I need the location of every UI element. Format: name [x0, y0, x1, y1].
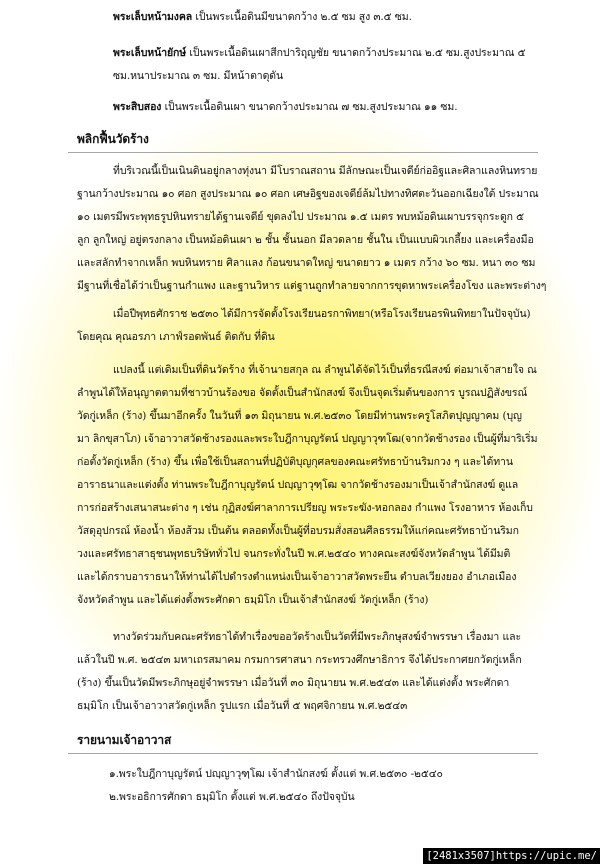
paragraph-line: ลำพูนได้ให้อนุญาตตามที่ชาวบ้านร้องขอ จัดตั้งเป็นสำนักสงฆ์ จึงเป็นจุดเริ่มต้นของการ บูรณปฏิสังขรณ์: [77, 387, 528, 399]
paragraph-line: วัดกู่เหล็ก (ร้าง) ขึ้นมาอีกครั้ง ในวันที่ ๑๓ มิถุนายน พ.ศ.๒๕๓๐ โดยมีท่านพระครูโสภิตปุญญาคม (บุญ: [77, 410, 522, 422]
section-divider: [68, 152, 538, 153]
item-name: พระสิบสอง: [113, 101, 162, 113]
paragraph-line: ฐานกว้างประมาณ ๑๐ ศอก สูงประมาณ ๑๐ ศอก เศษอิฐของเจดีย์ล้มไปทางทิศตะวันออกเฉียงใต้ ประมาณ: [77, 188, 539, 200]
item-desc: เป็นพระเนื้อดินมีขนาดกว้าง ๒.๕ ซม สูง ๓.๕ ซม.: [192, 11, 412, 23]
item-desc: เป็นพระเนื้อดินเผาสีกปาริฤุญชัย ขนาดกว้างประมาณ ๒.๕ ซม.สูงประมาณ ๕: [186, 47, 526, 59]
list-item: ๑.พระใบฎีกาบุญรัตน์ ปญฺญาวุฑฺโฒ เจ้าสำนักสงฆ์ ตั้งแต่ พ.ศ.๒๕๓๐ -๒๕๔๐: [109, 768, 443, 780]
paragraph-line: และสลักทำจากเหล็ก พบหินทราย ศิลาแลง ก้อนขนาดใหญ่ ขนาดยาว ๑ เมตร กว้าง ๖๐ ซม. หนา ๓๐ ซม: [77, 257, 536, 269]
paragraph-line: (ร้าง) ขึ้นเป็นวัดมีพระภิกษุอยู่จำพรรษา เมื่อวันที่ ๓๐ มิถุนายน พ.ศ.๒๕๔๓ และได้แต่งตั้ง พระศักดา: [77, 677, 510, 689]
item-desc: เป็นพระเนื้อดินเผา ขนาดกว้างประมาณ ๗ ซม.สูงประมาณ ๑๑ ซม.: [161, 101, 458, 113]
paragraph-line: มีฐานที่เชื่อได้ว่าเป็นฐานกำแพง และฐานวิหาร แต่ฐานถูกทำลายจากการขุดหาพระเครื่องโขง และพระต่างๆ: [77, 280, 547, 292]
paragraph-line: วงและศรัทธาสาธุชนพุทธบริษัททั่วไป จนกระทั่งในปี พ.ศ.๒๕๔๐ ทางคณะสงฆ์จังหวัดลำพูน ได้มีมติ: [77, 548, 511, 560]
paragraph-line: มา ลิกขุสาโภ) เจ้าอาวาสวัดช้างรองและพระใบฎีกาบุญรัตน์ ปญญาวุฑโฒ(จากวัดช้างรอง เป็นผู้ที่มาริเริ่ม: [77, 433, 538, 445]
paragraph-line: และได้กราบอาราธนาให้ท่านได้ไปดำรงตำแหน่งเป็นเจ้าอาวาสวัดพระยืน ตำบลเวียงยอง อำเภอเมือง: [77, 571, 517, 583]
paragraph-line: เมื่อปีพุทธศักราช ๒๕๓๐ ได้มีการจัดตั้งโรงเรียนอรกาพิทยา(หรือโรงเรียนอรพินพิทยาในปัจจุบัน): [113, 308, 531, 320]
paragraph-line: โดยคุณ คุณอรภา เภาฟ์รอดพันธ์ ติดกับ ที่ดิน: [77, 331, 275, 343]
section-heading: พลิกฟื้นวัดร้าง: [77, 132, 149, 146]
paragraph-line: อาราธนาและแต่งตั้ง ท่านพระใบฎีกาบุญรัตน์ ปญฺญาวุฑฺโฒ จากวัดช้างรองมาเป็นเจ้าสำนักสงฆ์ ดูแล: [77, 479, 519, 491]
section-heading: รายนามเจ้าอาวาส: [77, 733, 172, 747]
paragraph-line: ทางวัดร่วมกับคณะศรัทธาได้ทำเรื่องขออวัดร้างเป็นวัดที่มีพระภิกษุสงฆ์จำพรรษา เรื่องมา และ: [113, 631, 522, 643]
paragraph-line: ลูก ลูกใหญ่ อยู่ตรงกลาง เป็นหม้อดินเผา ๒ ชั้น ชั้นนอก มีลวดลาย ชั้นใน เป็นแบบผิวเกลี้ยง และเครื่องมือ: [77, 234, 534, 246]
paragraph-line: แปลงนี้ แต่เดิมเป็นที่ดินวัดร้าง ที่เจ้านายสกุล ณ ลำพูนได้จัดไว้เป็นที่ธรณีสงฆ์ ต่อมาเจ้าสายใจ ณ: [113, 364, 537, 376]
item-line: [113, 10, 412, 24]
paragraph-line: ที่บริเวณนี้เป็นเนินดินอยู่กลางทุ่งนา มีโบราณสถาน มีลักษณะเป็นเจดีย์ก่ออิฐและศิลาแลงหินทราย: [113, 165, 538, 177]
item-name: พระเล็บหน้ามงคล: [113, 11, 193, 23]
list-item: ๒.พระอธิการศักดา ธมฺมิโก ตั้งแต่ พ.ศ.๒๕๔๐ ถึงปัจจุบัน: [109, 791, 355, 803]
paragraph-line: วัสดุอุปกรณ์ ห้องน้ำ ห้องส้วม เป็นต้น ตลอดทั้งเป็นผู้ที่อบรมสั่งสอนศีลธรรมให้แก่คณะศรัทธาบ้านริมก: [77, 525, 519, 537]
source-stamp: [2481x3507]https://upic.me/: [423, 848, 600, 864]
item-name: พระเล็บหน้ายักษ์: [113, 47, 187, 59]
section-divider: [68, 753, 538, 754]
item-line-continued: ซม.หนาประมาณ ๓ ซม. มีหน้าตาดุดัน: [113, 70, 284, 82]
paragraph-line: ๑๐ เมตรมีพระพุทธรูปหินทรายได้ฐานเจดีย์ ขุดลงไป ประมาณ ๑.๕ เมตร พบหม้อดินเผาบรรจุกระดูก ๕: [77, 211, 525, 223]
paragraph-line: แล้วในปี พ.ศ. ๒๕๔๓ มหาเถรสมาคม กรมการศาสนา กระทรวงศึกษาธิการ จึงได้ประกาศยกวัดกู่เหล็ก: [77, 654, 522, 666]
item-line: [113, 100, 457, 114]
paragraph-line: การก่อสร้างเสนาสนะต่าง ๆ เช่น กุฏิสงฆ์ศาลาการเปรียญ พระระฆัง-หอกลอง กำแพง โรงอาหาร ห้องเก็บ: [77, 502, 533, 514]
item-line: [113, 46, 525, 60]
paragraph-line: จังหวัดลำพูน และได้แต่งตั้งพระศักดา ธมฺมิโก เป็นเจ้าสำนักสงฆ์ วัดกู่เหล็ก (ร้าง): [77, 594, 429, 606]
paragraph-line: ธมฺมิโก เป็นเจ้าอาวาสวัดกู่เหล็ก รูปแรก เมื่อวันที่ ๕ พฤศจิกายน พ.ศ.๒๕๔๓: [77, 700, 408, 712]
paragraph-line: ก่อตั้งวัดกู่เหล็ก (ร้าง) ขึ้น เพื่อใช้เป็นสถานที่ปฏิบัติบุญกุศลของคณะศรัทธาบ้านริมกวง ๆ และได้ทาน: [77, 456, 513, 468]
